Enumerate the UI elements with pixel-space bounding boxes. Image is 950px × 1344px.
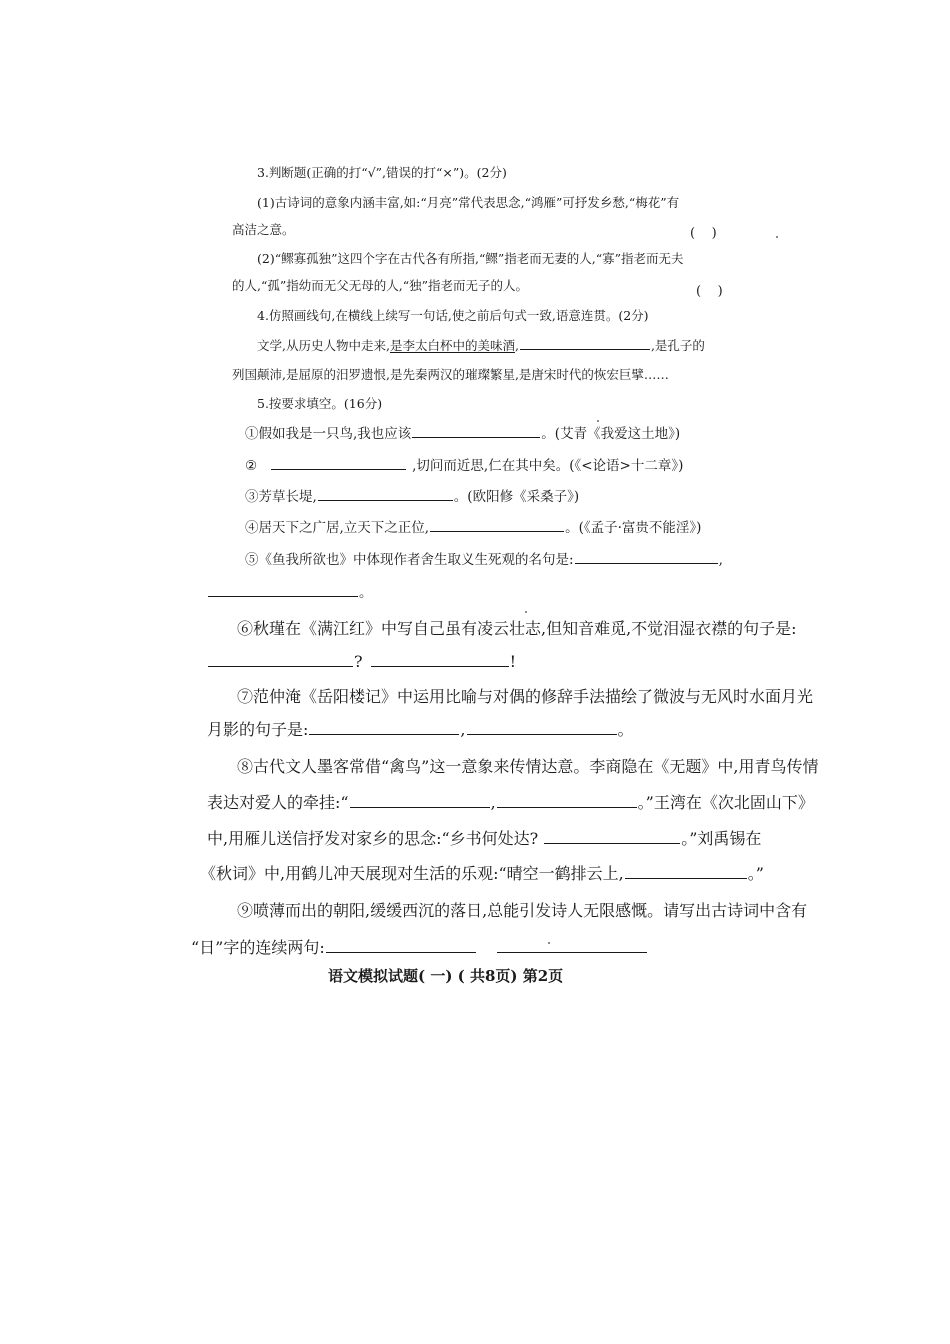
q4-line2: 列国颠沛,是屈原的汨罗遗恨,是先秦两汉的璀璨繁星,是唐宋时代的恢宏巨擘…… [232, 367, 669, 382]
q5-s7-line2: 月影的句子是: , 。 [207, 720, 634, 739]
q5-s8-line1: ⑧古代文人墨客常借“禽鸟”这一意象来传情达意。李商隐在《无题》中,用青鸟传情 [237, 757, 819, 776]
q5-s8-blank-4[interactable] [625, 877, 747, 879]
q5-s6-blank-2[interactable] [371, 665, 509, 667]
answer-paren-1[interactable]: ( ) [690, 226, 717, 241]
q5-s6-line1: ⑥秋瑾在《满江红》中写自己虽有凌云壮志,但知音难觅,不觉泪湿衣襟的句子是: [237, 619, 797, 638]
q5-s6-line2: ? ! [207, 654, 516, 670]
q4-underlined-sentence: 是李太白杯中的美味酒 [389, 338, 515, 353]
q5-s5-line1: ⑤《鱼我所欲也》中体现作者舍生取义生死观的名句是: , [245, 552, 723, 568]
q4-line1 [257, 340, 705, 353]
q5-s5-blank-2[interactable] [208, 595, 358, 597]
q5-s9-blank-2[interactable] [497, 951, 647, 953]
q3-title: 3.判断题(正确的打“√”,错误的打“×”)。(2分) [257, 165, 507, 180]
q5-s2-blank[interactable] [271, 468, 406, 470]
answer-paren-2[interactable]: ( ) [696, 284, 723, 299]
q3-item2-line2: 的人,“孤”指幼而无父无母的人,“独”指老而无子的人。 [232, 278, 529, 293]
q5-s1-blank[interactable] [412, 436, 540, 438]
q5-s5-blank-1[interactable] [575, 562, 718, 564]
q5-s3: ③芳草长堤, 。(欧阳修《采桑子》) [245, 489, 580, 505]
scan-speck [525, 611, 527, 613]
q5-s7-blank-1[interactable] [309, 733, 459, 735]
q3-item1-line1: (1)古诗词的意象内涵丰富,如:“月亮”常代表思念,“鸿雁”可抒发乡愁,“梅花”有 [257, 195, 680, 210]
q5-s4: ④居天下之广居,立天下之正位, 。(《孟子·富贵不能淫》) [245, 520, 702, 536]
q5-s2: ② ,切问而近思,仁在其中矣。(《<论语>十二章》) [245, 458, 684, 474]
q3-item1-line2: 高洁之意。 [232, 222, 295, 237]
scan-speck [548, 942, 550, 944]
q5-title: 5.按要求填空。(16分) [257, 396, 383, 411]
q5-s1: ①假如我是一只鸟,我也应该 。(艾青《我爱这土地》) [245, 426, 681, 442]
q4-title: 4.仿照画线句,在横线上续写一句话,使之前后句式一致,语意连贯。(2分) [257, 308, 649, 323]
q5-s8-line3: 中,用雁儿送信抒发对家乡的思念:“乡书何处达? 。”刘禹锡在 [207, 829, 762, 848]
page-footer: 语文模拟试题( 一) ( 共8页) 第2页 [328, 967, 564, 985]
q5-s5-line2: 。 [207, 587, 373, 601]
q5-s7-line1: ⑦范仲淹《岳阳楼记》中运用比喻与对偶的修辞手法描绘了微波与无风时水面月光 [237, 687, 814, 706]
q5-s8-line2: 表达对爱人的牵挂:“ , 。”王湾在《次北固山下》 [207, 793, 814, 812]
q4-line1-lead: 文学,从历史人物中走来, [257, 338, 390, 353]
q4-line1-tail: ,是孔子的 [650, 338, 705, 353]
q5-s8-blank-1[interactable] [350, 806, 490, 808]
q5-s3-blank[interactable] [318, 499, 453, 501]
q5-s4-blank[interactable] [430, 530, 564, 532]
q5-s7-blank-2[interactable] [467, 733, 617, 735]
q4-line1-comma: , [514, 338, 519, 353]
q5-s9-blank-1[interactable] [326, 951, 476, 953]
q3-item2-line1: (2)“鳏寡孤独”这四个字在古代各有所指,“鳏”指老而无妻的人,“寡”指老而无夫 [257, 251, 684, 266]
q4-answer-blank[interactable] [520, 348, 650, 350]
q5-s9-line2: “日”字的连续两句: [191, 940, 648, 956]
q5-s8-blank-3[interactable] [544, 842, 680, 844]
q5-s6-blank-1[interactable] [208, 665, 353, 667]
scan-speck [776, 236, 778, 238]
q5-s8-line4: 《秋词》中,用鹤儿冲天展现对生活的乐观:“晴空一鹤排云上, 。” [200, 864, 764, 883]
q5-s9-line1: ⑨喷薄而出的朝阳,缓缓西沉的落日,总能引发诗人无限感慨。请写出古诗词中含有 [237, 901, 808, 920]
q5-s8-blank-2[interactable] [497, 806, 637, 808]
scan-speck [597, 420, 599, 422]
